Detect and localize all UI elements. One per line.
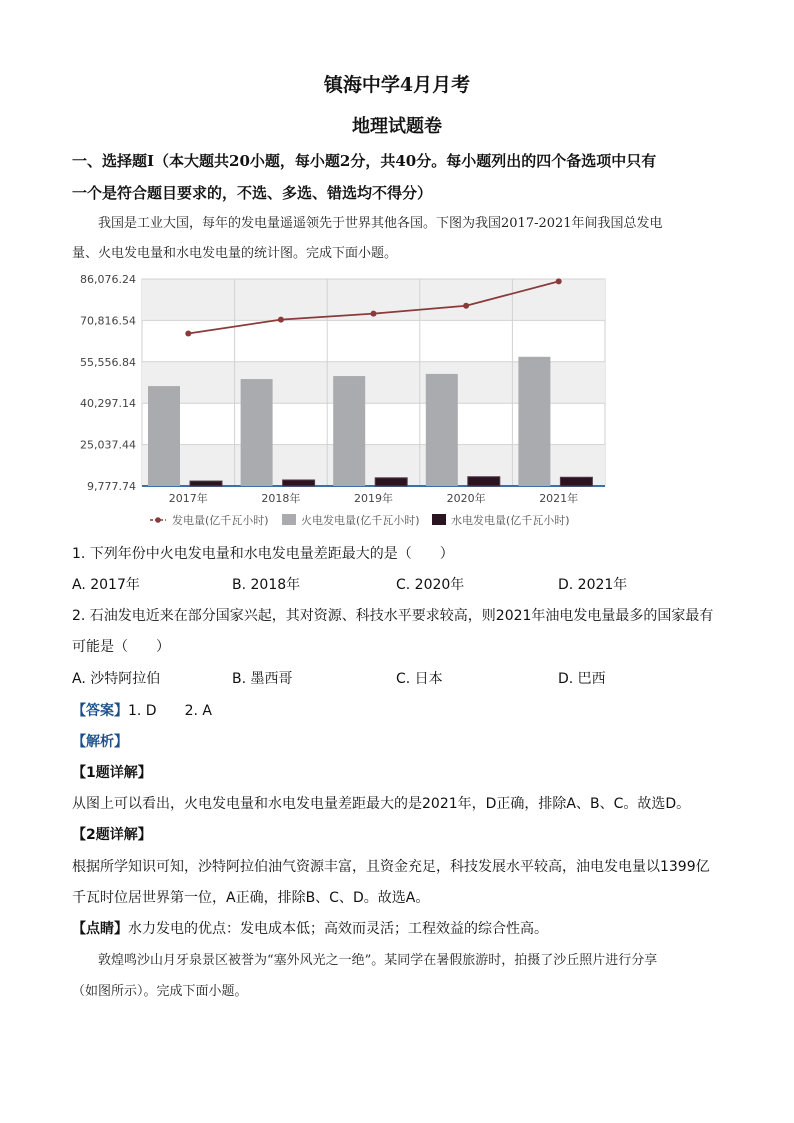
line-point	[556, 278, 562, 284]
q1-option-a: A. 2017年	[72, 577, 140, 593]
q2-stem-line1: 2. 石油发电近来在部分国家兴起，其对资源、科技水平要求较高，则2021年油电发电量最多的国家最有	[72, 608, 714, 624]
y-tick-label: 9,777.74	[87, 480, 136, 493]
q2-stem-line2: 可能是（ ）	[72, 639, 170, 655]
legend-label-thermal: 火电发电量(亿千瓦小时)	[301, 514, 420, 527]
x-tick-label: 2017年	[168, 492, 208, 505]
legend-swatch-hydro	[432, 514, 446, 525]
answer-line	[72, 696, 212, 726]
detail2-label: 【2题详解】	[72, 827, 152, 843]
y-tick-label: 25,037.44	[80, 438, 136, 452]
q2-option-a: A. 沙特阿拉伯	[72, 671, 161, 687]
q2-option-b: B. 墨西哥	[232, 671, 293, 687]
legend-line-marker	[155, 517, 161, 523]
exam-subtitle: 地理试题卷	[352, 116, 442, 137]
passage1-line1: 我国是工业大国，每年的发电量遥遥领先于世界其他各国。下图为我国2017-2021年间我国总发电	[98, 216, 663, 231]
y-tick-label: 40,297.14	[80, 397, 136, 411]
x-tick-label: 2019年	[354, 492, 393, 505]
bar-thermal	[148, 386, 180, 486]
bar-thermal	[241, 379, 273, 486]
passage2-line1: 敦煌鸣沙山月牙泉景区被誉为“塞外风光之一绝”。某同学在暑假旅游时，拍摄了沙丘照片进行分享	[98, 953, 658, 968]
detail2-text-line2: 千瓦时位居世界第一位，A正确，排除B、C、D。故选A。	[72, 890, 430, 906]
q1-option-b: B. 2018年	[232, 577, 301, 593]
power-generation-chart	[70, 266, 610, 538]
bar-hydro	[283, 480, 315, 486]
q1-stem: 1. 下列年份中火电发电量和水电发电量差距最大的是（ ）	[72, 546, 454, 562]
x-tick-label: 2018年	[261, 492, 301, 505]
tip-label: 【点睛】	[72, 921, 128, 937]
detail1-text: 从图上可以看出，火电发电量和水电发电量差距最大的是2021年，D正确，排除A、B、C。故选D。	[72, 796, 691, 812]
section-heading-line2: 一个是符合题目要求的，不选、多选、错选均不得分）	[72, 184, 433, 202]
bar-hydro	[560, 477, 592, 486]
analysis-line	[72, 727, 128, 757]
q2-option-c: C. 日本	[396, 671, 443, 687]
q2-option-d: D. 巴西	[558, 671, 606, 687]
exam-title: 镇海中学4月月考	[323, 74, 471, 96]
section-heading-line1: 一、选择题Ⅰ（本大题共20小题，每小题2分，共40分。每小题列出的四个备选项中只有	[72, 152, 657, 170]
tip-text: 水力发电的优点：发电成本低；高效而灵活；工程效益的综合性高。	[128, 921, 548, 937]
legend-label-total: 发电量(亿千瓦小时)	[172, 514, 269, 527]
line-point	[371, 311, 377, 317]
tip-line	[72, 914, 548, 944]
bar-thermal	[426, 374, 458, 486]
bar-hydro	[468, 477, 500, 486]
legend-label-hydro: 水电发电量(亿千瓦小时)	[451, 514, 570, 527]
line-point	[278, 317, 284, 323]
detail1-label: 【1题详解】	[72, 765, 152, 781]
y-tick-label: 70,816.54	[80, 314, 136, 328]
bar-thermal	[518, 357, 550, 486]
y-tick-label: 86,076.24	[80, 273, 136, 286]
line-point	[185, 330, 191, 336]
bar-thermal	[333, 376, 365, 486]
y-tick-label: 55,556.84	[80, 355, 136, 369]
answer-label: 【答案】	[72, 703, 128, 719]
bar-hydro	[375, 478, 407, 486]
q1-option-d: D. 2021年	[558, 577, 628, 593]
x-tick-label: 2021年	[539, 492, 579, 505]
x-tick-label: 2020年	[446, 492, 486, 505]
detail2-text-line1: 根据所学知识可知，沙特阿拉伯油气资源丰富，且资金充足，科技发展水平较高，油电发电量以1399亿	[72, 859, 710, 875]
answer-2: 2. A	[184, 703, 212, 719]
passage2-line2: （如图所示）。完成下面小题。	[72, 984, 248, 999]
answer-1: 1. D	[128, 703, 157, 719]
legend-swatch-thermal	[282, 514, 296, 525]
bar-hydro	[190, 481, 222, 486]
line-point	[463, 303, 469, 309]
q1-option-c: C. 2020年	[396, 577, 465, 593]
analysis-label: 【解析】	[72, 734, 128, 750]
passage1-line2: 量、火电发电量和水电发电量的统计图。完成下面小题。	[72, 246, 398, 261]
